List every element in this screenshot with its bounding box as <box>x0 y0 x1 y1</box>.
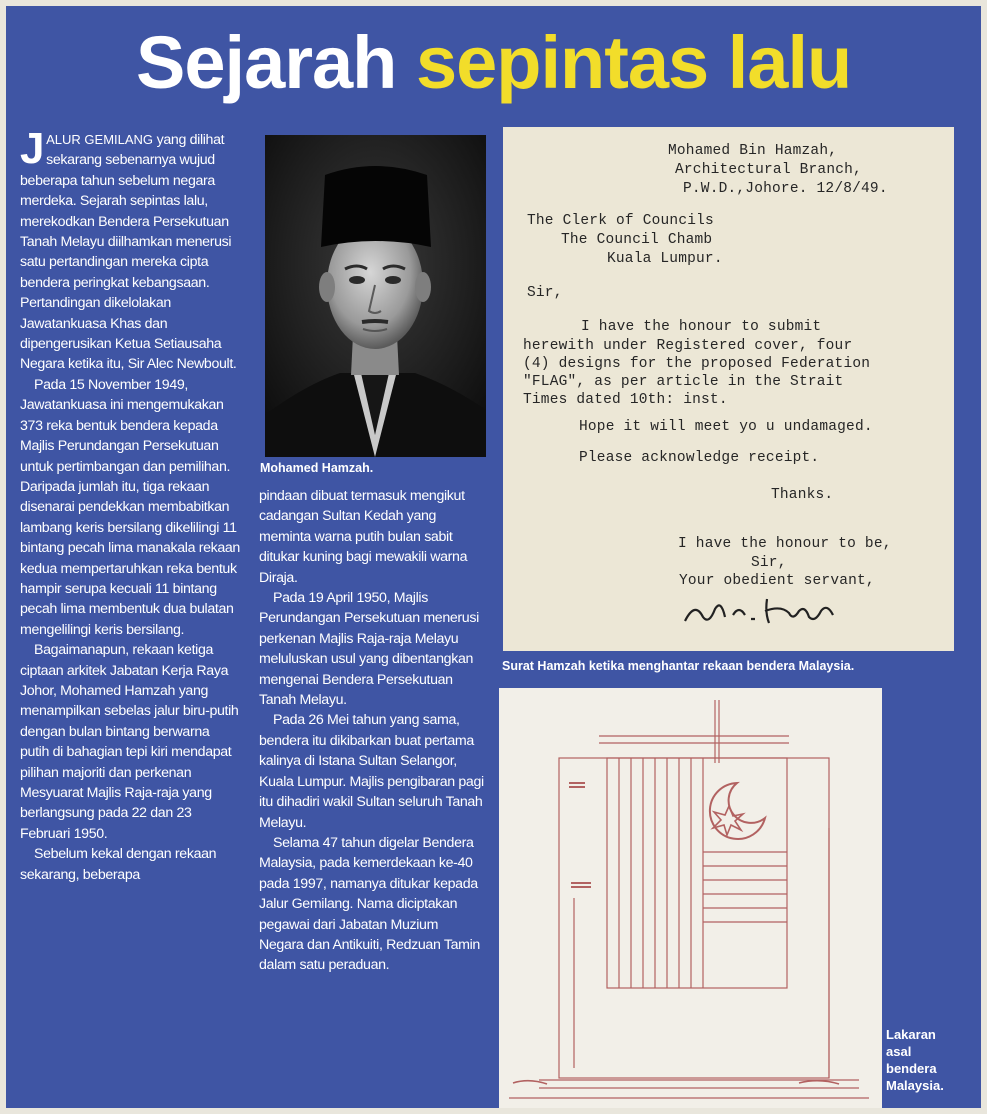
letter-recipient: The Clerk of Councils <box>527 213 714 229</box>
col2-paragraph-2: Pada 19 April 1950, Majlis Perundangan Persekutuan menerusi perkenan Majlis Raja-raja Melayu meluluskan usul yang dibentangkan mengenai Bendera Persekutuan Tanah Melayu. <box>259 590 479 709</box>
paragraph-1-text: yang dilihat sekarang sebenarnya wujud beberapa tahun sebelum negara merdeka. Sejarah sepintas lalu, merekodkan Bendera Persekutuan Tanah Melayu diilhamkan menerusi satu pertandingan mereka cipta bendera peringkat kebangsaan. Pertandingan dikelolakan Jawatankuasa Khas dan dipengerusikan Ketua Setiausaha Negara ketika itu, Sir Alec Newboult. <box>20 132 237 373</box>
letter-sender-name: Mohamed Bin Hamzah, <box>668 143 838 159</box>
letter-sender-dept: Architectural Branch, <box>675 162 862 178</box>
letter-recipient-city: Kuala Lumpur. <box>607 251 723 267</box>
paragraph-2: Pada 15 November 1949, Jawatankuasa ini mengemukakan 373 reka bentuk bendera kepada Majlis Perundangan Persekutuan untuk pertimbangan dan pemilihan. Daripada jumlah itu, tiga rekaan disenarai pendekkan membabitkan lambang keris bersilang dikelilingi 11 bintang pecah lima manakala rekaan kedua mempertaruhkan reka bentuk hampir serupa kecuali 11 bintang pecah lima membentuk dua bulatan mengelilingi keris bersilang. <box>20 376 240 638</box>
portrait-photo <box>265 135 486 457</box>
sketch-caption-line-3: bendera <box>886 1061 937 1076</box>
sketch-caption-line-2: asal <box>886 1044 912 1059</box>
letter-body-6: Hope it will meet yo u undamaged. <box>579 419 873 435</box>
letter-body-2: herewith under Registered cover, four <box>523 338 853 354</box>
letter-body-1: I have the honour to submit <box>581 319 822 335</box>
letter-closing-3: Your obedient servant, <box>679 573 875 589</box>
col2-paragraph-1: pindaan dibuat termasuk mengikut cadangan Sultan Kedah yang meminta warna putih bulan sabit ditukar kuning bagi mewakili warna Diraja. <box>259 488 468 586</box>
headline-word-sejarah: Sejarah <box>136 21 397 104</box>
article-column-1 <box>20 124 242 885</box>
letter-signature <box>681 591 841 631</box>
headline-word-sepintas-lalu: sepintas lalu <box>415 21 852 104</box>
paragraph-1 <box>20 124 242 375</box>
col2-paragraph-3: Pada 26 Mei tahun yang sama, bendera itu dikibarkan buat pertama kalinya di Istana Sultan Selangor, Kuala Lumpur. Majlis pengibaran pagi itu dihadiri wakil Sultan seluruh Tanah Melayu. <box>259 712 484 831</box>
photo-caption: Mohamed Hamzah. <box>260 461 374 475</box>
sketch-caption <box>886 1026 976 1094</box>
headline <box>136 21 852 104</box>
letter-recipient-office: The Council Chamb <box>561 232 713 248</box>
paragraph-4: Sebelum kekal dengan rekaan sekarang, beberapa <box>20 846 217 883</box>
letter-body-7: Please acknowledge receipt. <box>579 450 820 466</box>
paragraph-3: Bagaimanapun, rekaan ketiga ciptaan arkitek Jabatan Kerja Raya Johor, Mohamed Hamzah yang menampilkan sebelas jalur biru-putih dengan bulan bintang berwarna putih di bahagian tepi kiri mendapat pilihan majoriti dan perkenan Mesyuarat Majlis Raja-raja yang berlangsung pada 22 dan 23 Februari 1950. <box>20 642 239 842</box>
letter-body-4: "FLAG", as per article in the Strait <box>523 374 844 390</box>
drop-cap: J <box>20 124 45 173</box>
article-panel <box>6 6 981 1108</box>
letter-thanks: Thanks. <box>771 487 834 503</box>
flag-sketch-drawing <box>499 688 882 1108</box>
letter-body-3: (4) designs for the proposed Federation <box>523 356 871 372</box>
letter-closing-2: Sir, <box>751 555 787 571</box>
letter-sender-place-date: P.W.D.,Johore. 12/8/49. <box>683 181 888 197</box>
col2-paragraph-4: Selama 47 tahun digelar Bendera Malaysia, pada kemerdekaan ke-40 pada 1997, namanya ditukar kepada Jalur Gemilang. Nama diciptakan pegawai dari Jabatan Muzium Negara dan Antikuiti, Redzuan Tamin dalam satu peraduan. <box>259 834 480 974</box>
letter-body-5: Times dated 10th: inst. <box>523 392 728 408</box>
portrait-image <box>265 135 486 457</box>
sketch-caption-line-4: Malaysia. <box>886 1078 944 1093</box>
letter-image <box>503 127 954 651</box>
article-column-2 <box>259 486 485 976</box>
letter-salutation: Sir, <box>527 285 563 301</box>
sketch-caption-line-1: Lakaran <box>886 1027 936 1042</box>
flag-sketch-image <box>499 688 882 1108</box>
lead-in-caps: ALUR GEMILANG <box>46 132 154 147</box>
letter-caption: Surat Hamzah ketika menghantar rekaan bendera Malaysia. <box>502 659 855 673</box>
letter-closing-1: I have the honour to be, <box>678 536 892 552</box>
